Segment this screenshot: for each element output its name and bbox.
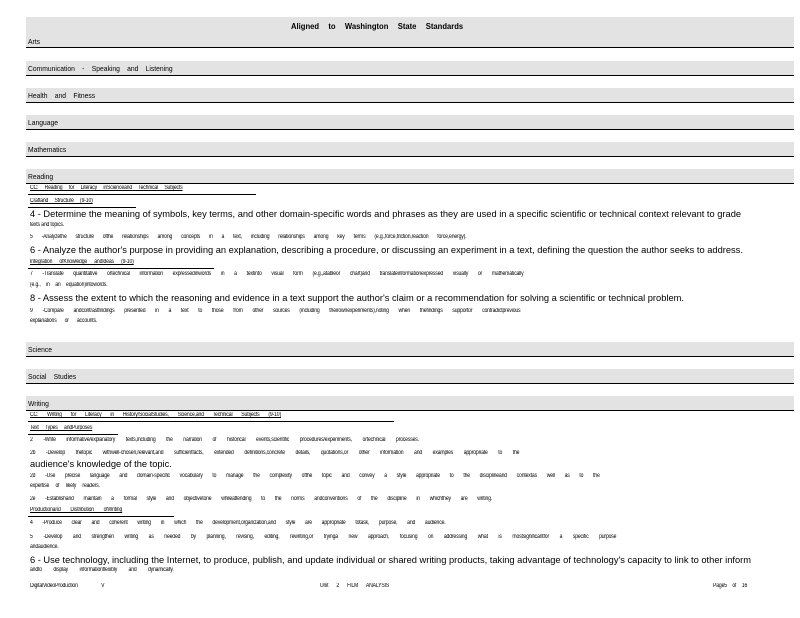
reading-item-7-cont: (e.g., in an equation)intowords. [30,282,108,288]
section-science-label: Science [28,345,53,354]
section-writing-label: Writing [28,399,49,408]
section-social-studies [26,369,794,384]
reading-item-9: 9 -Compare andcontrastfindings presented in a text to those from other sources (including theirownexperiments),noting when thefindings supportor contradictprevious [30,308,521,314]
section-language [26,115,794,130]
reading-item-4: 4 - Determine the meaning of symbols, key terms, and other domain-specific words and phrases as they are used in a specific scientific or technical context relevant to grade [30,209,742,219]
section-mathematics [26,142,794,157]
writing-cc-rule [28,421,394,422]
section-arts: Arts [28,37,41,46]
section-language-label: Language [28,118,59,127]
reading-sub-craft: Craftand Structure (9-10) [30,198,93,204]
section-health [26,88,794,103]
reading-cc-rule [28,194,256,195]
reading-item-4-cont: texts and topics. [30,222,64,228]
page-header: Aligned to Washington State Standards [291,21,464,31]
writing-sub-text-types: Text Types andPurposes [30,425,93,431]
reading-sub-integration: Integration ofKnowledge andIdeas (9-10) [30,259,134,265]
writing-item-2e: 2e -Establishand maintain a formal style and objectivetone whileattending to the norms andconventions of the discipline in whichthey are writing. [30,496,493,502]
section-science [26,342,794,357]
footer-left: DigitalVideoProduction V [30,583,105,589]
section-reading-label: Reading [28,172,54,181]
writing-item-2b: 2b -Develop thetopic withwell-chosen,relevant,and sufficientfacts, extended definitions,concrete details, quotations,or other information and examples appropriate to the [30,450,520,456]
writing-item-5: 5 -Develop and strengthen writing as needed by planning, revising, editing, rewriting,or tryinga new approach, focusing on addressing what is mostsignificantfor a specific purpose [30,534,617,540]
section-social-studies-label: Social Studies [28,372,77,381]
writing-sub-production-rule [28,516,174,517]
section-health-label: Health and Fitness [28,91,96,100]
reading-item-7: 7 -Translate quantitative ortechnical information expressedinwords in a textinto visual form (e.g.,atableor chart)and translateinformationexpressed visually or mathematically [30,271,524,277]
section-writing [26,396,794,411]
writing-item-2b-cont: audience's knowledge of the topic. [30,459,172,469]
reading-item-6: 6 - Analyze the author's purpose in providing an explanation, describing a procedure, or discussing an experiment in a text, defining the question the author seeks to address. [30,245,743,255]
writing-sub-text-types-rule [28,434,118,435]
section-mathematics-label: Mathematics [28,145,67,154]
writing-sub-production: Productionand Distribution ofWriting [30,507,123,513]
footer-page-number: Page5 of 16 [713,583,748,589]
reading-sub-craft-rule [28,207,136,208]
section-communication-label: Communication - Speaking and Listening [28,64,173,73]
reading-item-5: 5 -Analyzethe structure ofthe relationships among concepts in a text, including relationships among key terms (e.g.,force,friction,reaction force,energy). [30,234,467,240]
writing-cc-title: CC: Writing for Literacy in History/SocialStudies, Science,and Technical Subjects (9-10) [30,412,281,418]
writing-item-2d: 2d -Use precise language and domain-specific vocabulary to manage the complexity ofthe topic and convey a style appropriate to the disciplineand contextas well as to the [30,473,600,479]
reading-item-9-cont: explanations or accounts. [30,318,98,324]
writing-item-2: 2 -Write informative/explanatory texts,including the narration of historical events,scientific procedures/experiments, ortechnical processes. [30,437,419,443]
section-communication [26,61,794,76]
footer-center: Unit 2 FILM ANALYSIS [320,583,390,589]
reading-cc-title: CC: Reading for Literacy inScienceand Technical Subjects [30,185,183,191]
writing-item-6: 6 - Use technology, including the Internet, to produce, publish, and update individual or shared writing products, taking advantage of technology's capacity to link to other inform [30,555,751,565]
writing-item-4: 4 -Produce clear and coherent writing in which the development,organization,and style are appropriate totask, purpose, and audience. [30,520,446,526]
writing-item-6-cont: andto display informationflexibly and dynamically. [30,567,174,573]
reading-item-8: 8 - Assess the extent to which the reasoning and evidence in a text support the author's claim or a recommendation for solving a scientific or technical problem. [30,293,684,303]
writing-item-5-cont: andaudience. [30,544,59,550]
section-reading [26,169,794,184]
reading-sub-integration-rule [28,268,214,269]
writing-item-2d-cont: expertise of likely readers. [30,483,100,489]
